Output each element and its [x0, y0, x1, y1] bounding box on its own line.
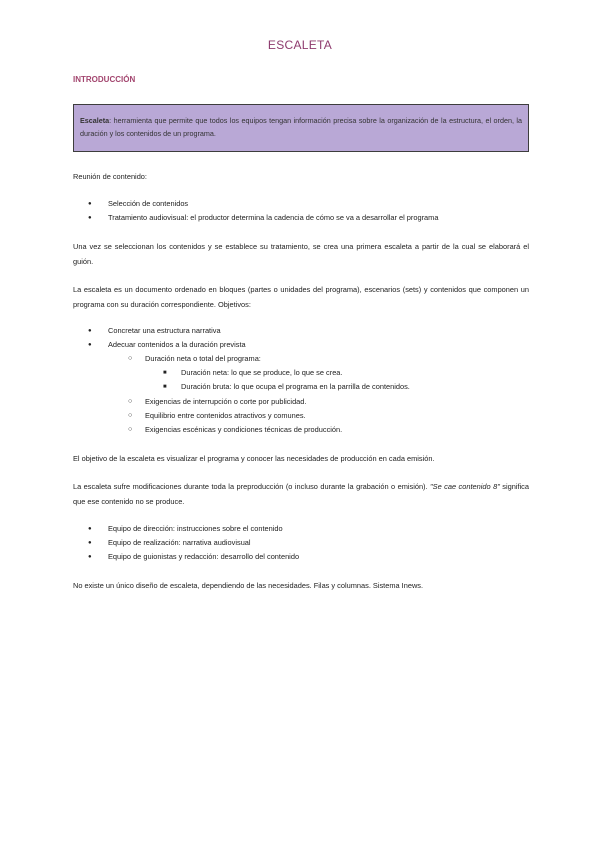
list-item: ● Equipo de guionistas y redacción: desarrollo del contenido [108, 551, 299, 563]
paragraph-1: Una vez se seleccionan los contenidos y se establece su tratamiento, se crea una primera escaleta a partir de la cual se elaborará el guión. [73, 242, 529, 266]
paragraph-5: No existe un único diseño de escaleta, dependiendo de las necesidades. Filas y columnas. Sistema Inews. [73, 581, 424, 590]
sub-sub-list-item: ■ Duración bruta: lo que ocupa el programa en la parrilla de contenidos. [181, 381, 410, 393]
sub-sub-list-item: ■ Duración neta: lo que se produce, lo que se crea. [181, 367, 342, 379]
list-item: ● Equipo de realización: narrativa audiovisual [108, 537, 251, 549]
paragraph-4-text-a: La escaleta sufre modificaciones durante toda la preproducción (o incluso durante la grabación o emisión). [73, 482, 431, 491]
sub-list-item: ○ Exigencias de interrupción o corte por publicidad. [145, 396, 306, 408]
page-title: ESCALETA [267, 38, 333, 52]
paragraph-4-text-b: significa que ese contenido no se produce. [73, 482, 529, 506]
paragraph-3: El objetivo de la escaleta es visualizar el programa y conocer las necesidades de producción en cada emisión. [73, 454, 435, 463]
paragraph-2: La escaleta es un documento ordenado en bloques (partes o unidades del programa), escenarios (sets) y contenidos que componen un programa con su duración correspondiente. Objetivos: [73, 285, 529, 309]
reunion-heading: Reunión de contenido: [73, 172, 147, 181]
paragraph-4-quote: "Se cae contenido 8" [430, 482, 500, 491]
list-item: ● Adecuar contenidos a la duración prevista [108, 339, 246, 351]
list-item: ● Concretar una estructura narrativa [108, 325, 221, 337]
section-heading: INTRODUCCIÓN [73, 75, 136, 84]
paragraph-4 [73, 480, 529, 509]
list-item: ● Tratamiento audiovisual: el productor determina la cadencia de cómo se va a desarrollar el programa [108, 212, 438, 224]
definition-text: : herramienta que permite que todos los equipos tengan información precisa sobre la organización de la estructura, el orden, la duración y los contenidos de un programa. [80, 116, 522, 138]
definition-box [73, 104, 529, 152]
list-item: ● Equipo de dirección: instrucciones sobre el contenido [108, 523, 283, 535]
sub-list-item: ○ Exigencias escénicas y condiciones técnicas de producción. [145, 424, 342, 436]
list-item: ● Selección de contenidos [108, 198, 188, 210]
sub-list-item: ○ Equilibrio entre contenidos atractivos y comunes. [145, 410, 306, 422]
sub-list-item: ○ Duración neta o total del programa: [145, 353, 261, 365]
definition-term: Escaleta [80, 116, 110, 125]
